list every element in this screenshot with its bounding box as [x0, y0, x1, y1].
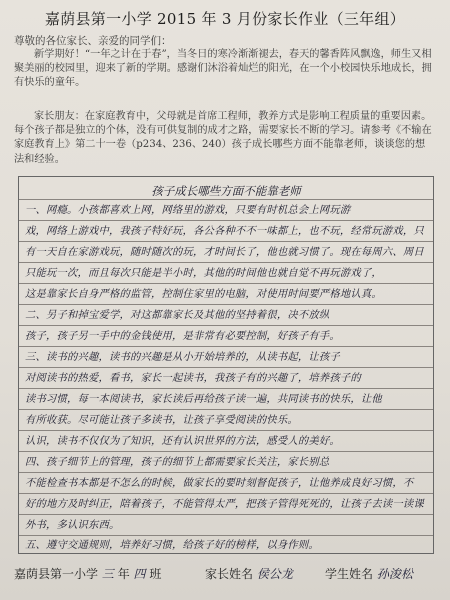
- footer-parent: [205, 565, 293, 582]
- handwritten-line: 有所收获。尽可能让孩子多读书，让孩子享受阅读的快乐。: [25, 414, 298, 426]
- footer-student: [325, 565, 413, 582]
- class-label: 班: [149, 567, 162, 581]
- class-number-value: 四: [133, 567, 146, 581]
- handwritten-line: 对阅读书的热爱，看书，家长一起读书，我孩子有的兴趣了，培养孩子的: [25, 372, 361, 384]
- ruled-line: [19, 199, 433, 200]
- footer-school-class: [14, 565, 161, 582]
- handwritten-line: 读书习惯，每一本阅读书，家长读后再给孩子读一遍，共同读书的快乐，让他: [25, 393, 382, 405]
- student-name-label: 学生姓名: [325, 567, 374, 581]
- school-label: 嘉荫县第一小学: [14, 567, 99, 581]
- handwritten-title: 孩子成长哪些方面不能靠老师: [151, 184, 301, 198]
- intro-paragraph: 新学期好！“一年之计在于春”，当冬日的寒冷渐渐褪去，春天的馨香阵风飘逸，师生又相聚美丽的校园里，迎来了新的学期。感谢们沐浴着灿烂的阳光，在一个小校园快乐地成长，拥有快乐的童年。: [14, 49, 432, 89]
- handwritten-line: 五、遵守交通规则，培养好习惯，给孩子好的榜样，以身作则。: [25, 539, 319, 551]
- parent-name-value: 侯公龙: [256, 567, 293, 581]
- handwritten-line: 好的地方及时纠正，陪着孩子，不能管得太严，把孩子管得死死的，让孩子去读一读课: [25, 498, 424, 510]
- handwritten-line: 这是靠家长自身严格的监管，控制住家里的电脑，对使用时间要严格地认真。: [25, 288, 382, 300]
- handwritten-line: 一、网瘾。小孩都喜欢上网，网络里的游戏，只要有时机总会上网玩游: [25, 204, 351, 216]
- handwritten-line: 孩子，孩子另一手中的金钱使用，是非常有必要控制，好孩子有手。: [25, 330, 340, 342]
- page-title: 嘉荫县第一小学 2015 年 3 月份家长作业（三年组）: [44, 10, 406, 28]
- student-name-value: 孙浚松: [376, 567, 413, 581]
- grade-value: 三: [101, 567, 114, 581]
- intro-paragraph: 家长朋友：在家庭教育中，父母就是首席工程师，教养方式是影响工程质量的重要因素。每个孩子都是独立的个体，没有可供复制的成才之路，需要家长不断的学习。请参考《不输在家庭教育上》第二十一卷（p234、236、240）孩子成长哪些方面不能靠老师，谈谈您的想法和经验。: [14, 111, 432, 165]
- handwritten-line: 外书，多认识东西。: [25, 519, 120, 531]
- salutation: 尊敬的各位家长、亲爱的同学们：: [14, 35, 172, 47]
- handwritten-line: 有一天自在家游戏玩，随时随次的玩，才时间长了，他也就习惯了。现在每周六、周日: [25, 246, 424, 258]
- handwritten-line: 四、孩子细节上的管理，孩子的细节上都需要家长关注，家长别总: [25, 456, 330, 468]
- handwritten-line: 认识，读书不仅仅为了知识，还有认识世界的方法，感受人的美好。: [25, 435, 340, 447]
- handwritten-line: 只能玩一次，而且每次只能是半小时，其他的时间他也就自觉不再玩游戏了，: [25, 267, 382, 279]
- grade-label: 年: [117, 567, 130, 581]
- handwritten-line: 戏，网络上游戏中，我孩子特好玩，各公各种不不一味都上，也不玩，经常玩游戏，只: [25, 225, 424, 237]
- handwritten-line: 三、读书的兴趣，读书的兴趣是从小开始培养的，从读书起，让孩子: [25, 351, 340, 363]
- handwritten-answer-box: [18, 176, 434, 554]
- handwritten-line: 二、另子和掉宝爱学，对这都靠家长及其他的坚持着很，决不放纵: [25, 309, 330, 321]
- handwritten-line: 不能检查书本都是不怎么的时候，做家长的要时刻督促孩子，让他养成良好习惯，不: [25, 477, 414, 489]
- parent-name-label: 家长姓名: [205, 567, 254, 581]
